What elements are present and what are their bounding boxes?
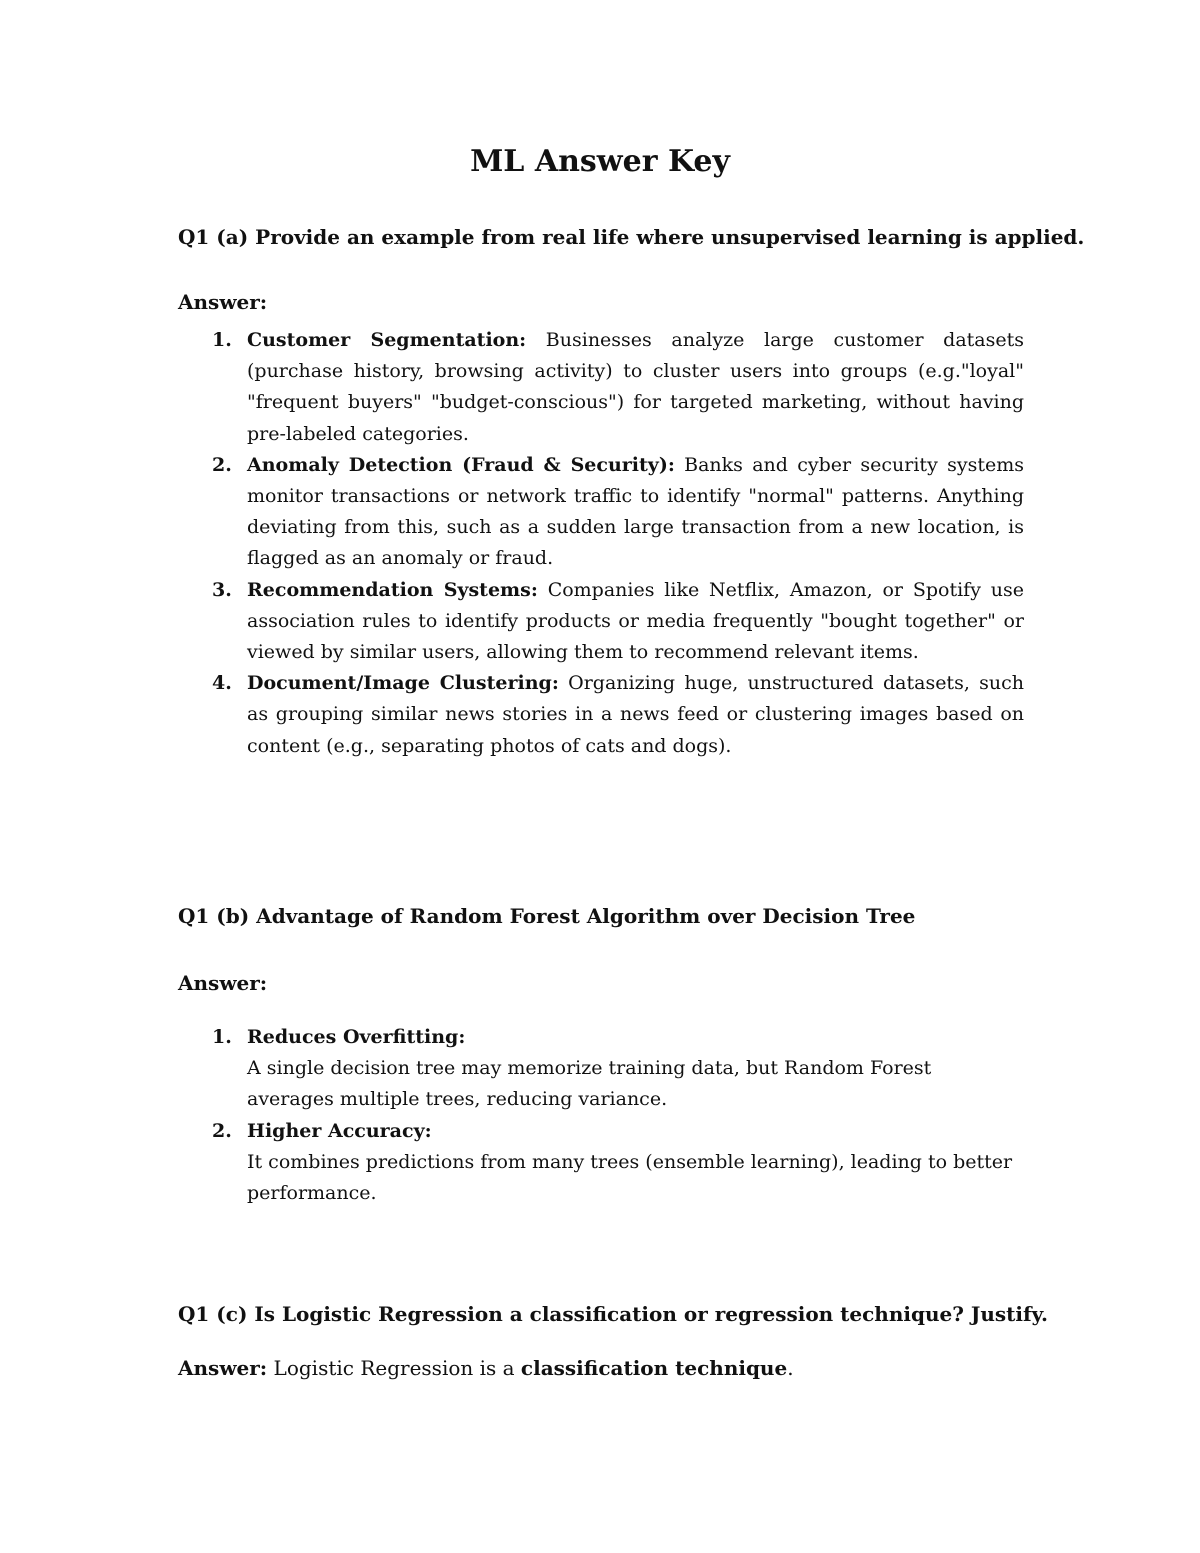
answer-list-q1b xyxy=(178,1022,1024,1209)
item-number: 2. xyxy=(212,453,232,476)
item-text: Banks and cyber security systems monitor transactions or network traffic to identify "normal" patterns. Anything deviating from this, such as a sudden large transaction from a new location, is flagged as an anomaly or fraud. xyxy=(247,453,1024,570)
item-text: Companies like Netflix, Amazon, or Spotify use association rules to identify products or media frequently "bought together" or viewed by similar users, allowing them to recommend relevant items. xyxy=(247,578,1024,664)
answer-text-bold: classification technique xyxy=(520,1356,788,1380)
item-number: 3. xyxy=(212,578,232,601)
item-number: 1. xyxy=(212,329,232,351)
list-item xyxy=(178,668,1024,762)
question-q1c: Q1 (c) Is Logistic Regression a classification or regression technique? Justify. xyxy=(178,1302,1048,1326)
answer-q1c xyxy=(178,1354,794,1382)
list-item xyxy=(178,450,1024,575)
item-number: 1. xyxy=(212,1026,232,1048)
answer-label-q1b: Answer: xyxy=(178,971,268,995)
item-text: Organizing huge, unstructured datasets, such as grouping similar news stories in a news feed or clustering images based on content (e.g., separating photos of cats and dogs). xyxy=(247,672,1024,757)
item-term: Recommendation Systems: xyxy=(247,578,538,601)
item-term: Reduces Overfitting: xyxy=(247,1026,466,1048)
question-q1b: Q1 (b) Advantage of Random Forest Algorithm over Decision Tree xyxy=(178,904,916,928)
answer-text-suffix: . xyxy=(787,1356,794,1380)
item-number: 4. xyxy=(212,672,232,695)
item-number: 2. xyxy=(212,1119,232,1142)
answer-label-q1c: Answer: xyxy=(178,1356,268,1380)
answer-text-prefix: Logistic Regression is a xyxy=(267,1356,521,1380)
item-term: Customer Segmentation: xyxy=(247,329,527,351)
list-item xyxy=(178,325,1024,450)
question-q1a: Q1 (a) Provide an example from real life where unsupervised learning is applied. xyxy=(178,225,1085,249)
item-text: A single decision tree may memorize training data, but Random Forest averages multiple trees, reducing variance. xyxy=(247,1057,932,1111)
item-text: It combines predictions from many trees (ensemble learning), leading to better performance. xyxy=(247,1150,1013,1205)
list-item xyxy=(178,1022,1024,1116)
answer-list-q1a xyxy=(178,325,1024,762)
answer-label-q1a: Answer: xyxy=(178,290,268,314)
item-text: Businesses analyze large customer datasets (purchase history, browsing activity) to cluster users into groups (e.g."loyal" "frequent buyers" "budget-conscious") for targeted marketing, without having pre-labeled categories. xyxy=(247,329,1024,445)
item-term: Higher Accuracy: xyxy=(247,1119,432,1142)
list-item xyxy=(178,575,1024,669)
document-title: ML Answer Key xyxy=(470,144,730,179)
item-term: Anomaly Detection (Fraud & Security): xyxy=(247,453,675,476)
item-term: Document/Image Clustering: xyxy=(247,672,559,695)
list-item xyxy=(178,1116,1024,1210)
